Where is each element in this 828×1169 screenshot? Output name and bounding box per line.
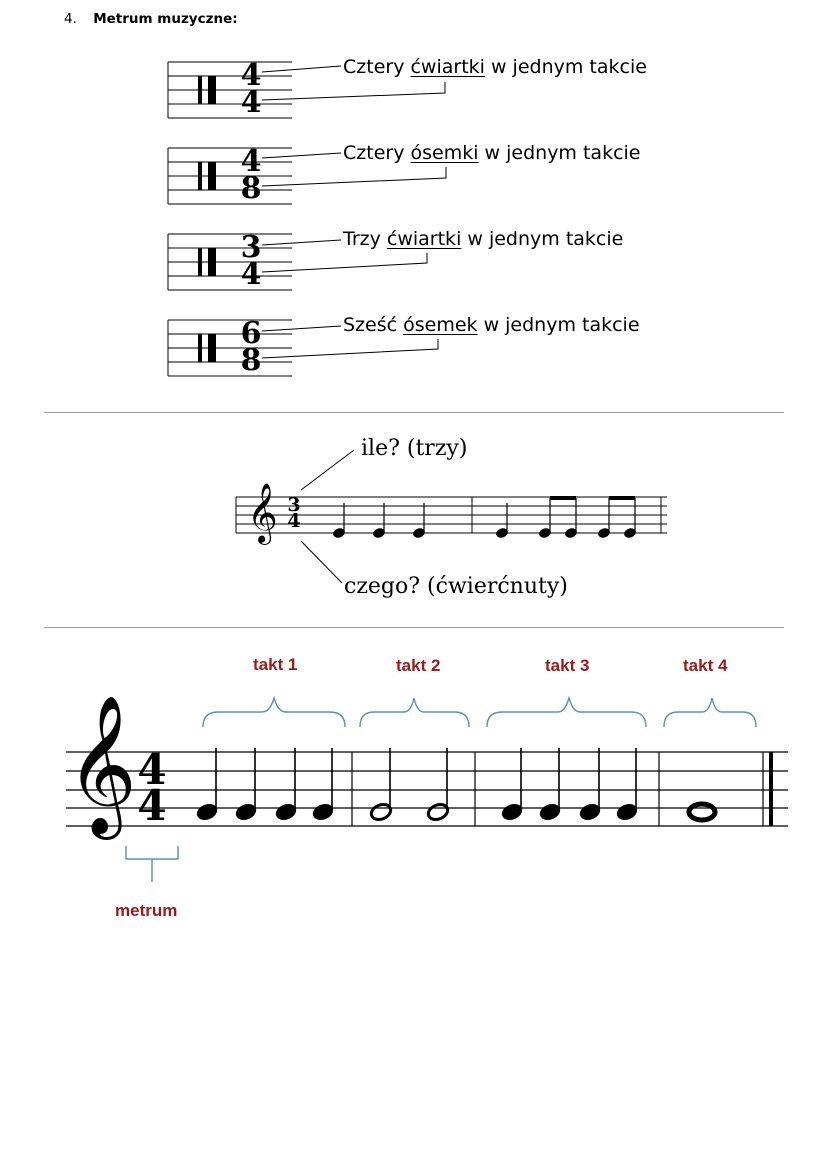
final-barline-icon	[769, 752, 773, 826]
meter-staff-2	[168, 144, 292, 204]
time-signature-top: 3	[287, 494, 301, 516]
meter-caption-2: Cztery ósemki w jednym takcie	[343, 142, 641, 164]
time-signature-top: 6	[240, 316, 262, 351]
section-title: Metrum muzyczne:	[93, 11, 238, 27]
example-time-signature	[287, 494, 301, 532]
takt-4-label: takt 4	[683, 656, 728, 675]
divider	[44, 412, 784, 413]
takt-3-label: takt 3	[545, 656, 590, 675]
takt-2-bracket	[360, 698, 469, 727]
question-bottom-label: czego? (ćwierćnuty)	[344, 574, 568, 599]
treble-clef-icon: 𝄞	[66, 695, 137, 834]
time-signature-bottom: 8	[240, 171, 262, 206]
takt-4-bracket	[664, 698, 756, 727]
time-signature-3	[240, 230, 262, 292]
takt-1-notes	[195, 748, 335, 822]
meter-caption-4: Sześć ósemek w jednym takcie	[343, 314, 640, 336]
measure-brackets	[203, 698, 756, 727]
time-signature-bottom: 4	[137, 781, 167, 830]
takt-1-label: takt 1	[253, 655, 298, 674]
takt-3-bracket	[487, 698, 646, 727]
whole-note	[689, 804, 715, 820]
question-top-label: ile? (trzy)	[361, 436, 468, 461]
takt-3-notes	[500, 748, 639, 822]
time-signature-2	[240, 144, 262, 206]
time-signature-top: 4	[137, 745, 167, 794]
example-leader-lines	[301, 450, 354, 583]
time-signature-bottom: 4	[287, 510, 301, 532]
metrum-bracket	[126, 846, 178, 882]
takt-1-bracket	[203, 698, 345, 727]
meter-caption-1: Cztery ćwiartki w jednym takcie	[343, 56, 647, 78]
example-quarter-notes	[332, 496, 636, 539]
meter-staff-4	[168, 316, 292, 376]
time-signature-top: 4	[240, 144, 262, 179]
meter-caption-3: Trzy ćwiartki w jednym takcie	[343, 228, 624, 250]
time-signature-4	[240, 316, 262, 378]
meter-staff-1	[168, 58, 292, 118]
divider	[44, 627, 784, 628]
treble-clef-icon: 𝄞	[247, 483, 278, 543]
time-signature-bottom: 8	[240, 343, 262, 378]
takt-2-notes	[369, 748, 450, 822]
measures-time-signature	[137, 745, 167, 830]
time-signature-top: 4	[240, 58, 262, 93]
time-signature-top: 3	[240, 230, 262, 265]
time-signature-1	[240, 58, 262, 120]
metrum-label: metrum	[115, 901, 178, 920]
section-number: 4.	[64, 11, 77, 27]
time-signature-bottom: 4	[240, 257, 262, 292]
takt-4-notes	[689, 804, 715, 820]
meter-staff-3	[168, 230, 292, 290]
takt-2-label: takt 2	[396, 656, 441, 675]
time-signature-bottom: 4	[240, 85, 262, 120]
